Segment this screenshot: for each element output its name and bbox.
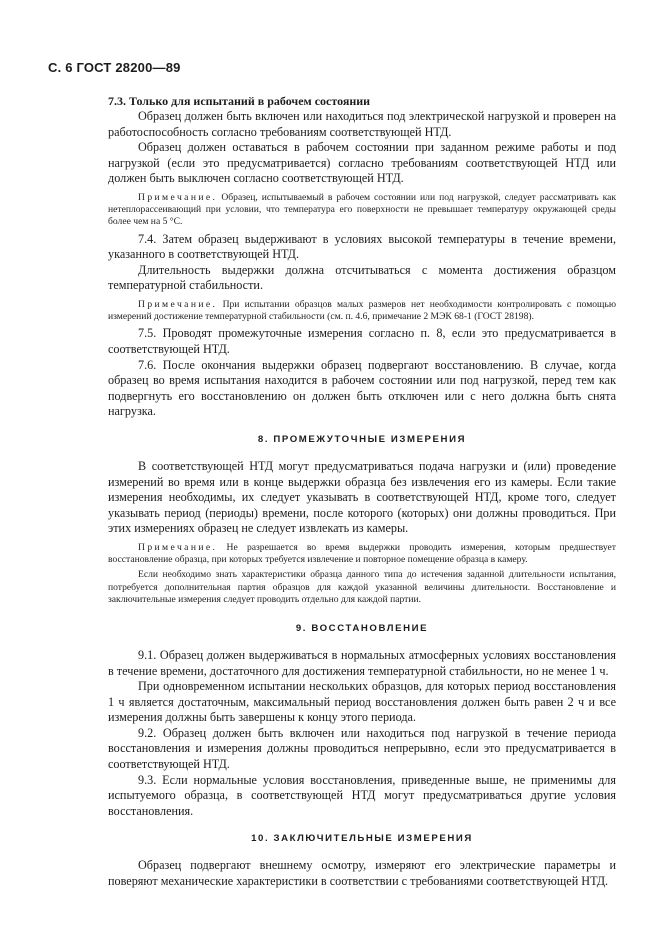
note-text: Не разрешается во время выдержки проводить измерения, которым предшествует восстановление образца, при которых требуется извлечение и повторное помещение образца в камеру. bbox=[108, 541, 616, 566]
note-text: При испытании образцов малых размеров нет необходимости контролировать с помощью измерений достижение температурной стабильности (см. п. 4.6, примечание 2 МЭК 68-1 (ГОСТ 28198). bbox=[108, 298, 616, 323]
note-label: Примечание. bbox=[138, 298, 218, 310]
note-label: Примечание. bbox=[138, 541, 218, 553]
note-label: Примечание. bbox=[138, 191, 218, 203]
page-header: С. 6 ГОСТ 28200—89 bbox=[48, 60, 181, 75]
section-10-heading: 10. ЗАКЛЮЧИТЕЛЬНЫЕ ИЗМЕРЕНИЯ bbox=[251, 833, 473, 845]
section-8-note bbox=[108, 542, 616, 566]
section-7-6-paragraph: 7.6. После окончания выдержки образец подвергают восстановлению. В случае, когда образец во время испытания находится в рабочем состоянии или под нагрузкой, перед тем как подвергнуть его восстановлению он должен быть отключен или с него должна быть снята нагрузка. bbox=[108, 357, 616, 419]
note-text: Образец, испытываемый в рабочем состоянии или под нагрузкой, следует рассматривать как нетеплорассеивающий при условии, что температура его поверхности не превышает температуру окружающей среды более чем на 5 °С. bbox=[108, 191, 616, 228]
section-7-3-paragraph-2: Образец должен оставаться в рабочем состоянии при заданном режиме работы и под нагрузкой (если это предусматривается) согласно требованиям соответствующей НТД или должен быть выключен согласно соответствующей НТД. bbox=[108, 140, 616, 186]
section-7-5-paragraph: 7.5. Проводят промежуточные измерения согласно п. 8, если это предусматривается в соответствующей НТД. bbox=[108, 326, 616, 356]
section-7-3-title: 7.3. Только для испытаний в рабочем состоянии bbox=[108, 94, 371, 108]
section-7-3-note bbox=[108, 192, 616, 229]
section-7-4-paragraph-2: Длительность выдержки должна отсчитываться с момента достижения образцом температурной стабильности. bbox=[108, 262, 616, 293]
section-9-3-paragraph: 9.3. Если нормальные условия восстановления, приведенные выше, не применимы для испытуемого образца, в соответствующей НТД могут предусматриваться другие условия восстановления. bbox=[108, 772, 616, 818]
section-9-heading: 9. ВОССТАНОВЛЕНИЕ bbox=[295, 622, 429, 634]
section-9-1-paragraph-2: При одновременном испытании нескольких образцов, для которых период восстановления 1 ч является достаточным, максимальный период восстановления должен быть равен 2 ч и все измерения должны быть завершены к концу этого периода. bbox=[108, 679, 616, 725]
section-8-paragraph: В соответствующей НТД могут предусматриваться подача нагрузки и (или) проведение измерений во время или в конце выдержки образца без извлечения его из камеры. Если такие измерения необходимы, их следует указывать в соответствующей НТД, кроме того, следует указывать период (периоды) времени, после которого (которых) они должны проводиться. При этих измерениях образец не следует извлекать из камеры. bbox=[108, 458, 616, 536]
section-9-1-paragraph: 9.1. Образец должен выдерживаться в нормальных атмосферных условиях восстановления в течение времени, достаточного для достижения температурной стабильности, но не менее 1 ч. bbox=[108, 647, 616, 678]
page-content bbox=[108, 94, 616, 890]
section-7-4-paragraph-1: 7.4. Затем образец выдерживают в условиях высокой температуры в течение времени, указанного в соответствующей НТД. bbox=[108, 231, 616, 262]
section-7-3-paragraph-1: Образец должен быть включен или находиться под электрической нагрузкой и проверен на работоспособность согласно требованиям соответствующей НТД. bbox=[108, 109, 616, 139]
section-8-heading: 8. ПРОМЕЖУТОЧНЫЕ ИЗМЕРЕНИЯ bbox=[257, 433, 467, 445]
section-9-2-paragraph: 9.2. Образец должен быть включен или находиться под нагрузкой в течение периода восстановления и измерения должны проводиться непрерывно, если это предусматривается в соответствующей НТД. bbox=[108, 725, 616, 772]
section-7-4-note bbox=[108, 299, 616, 323]
section-8-note-2: Если необходимо знать характеристики образца данного типа до истечения заданной длительности испытания, потребуется дополнительная партия образцов для каждой указанной величины длительности. Восстановление и заключительные измерения следует проводить отдельно для каждой партии. bbox=[108, 569, 616, 605]
section-10-paragraph: Образец подвергают внешнему осмотру, измеряют его электрические параметры и поверяют механические характеристики в соответствии с требованиями соответствующей НТД. bbox=[108, 858, 616, 889]
